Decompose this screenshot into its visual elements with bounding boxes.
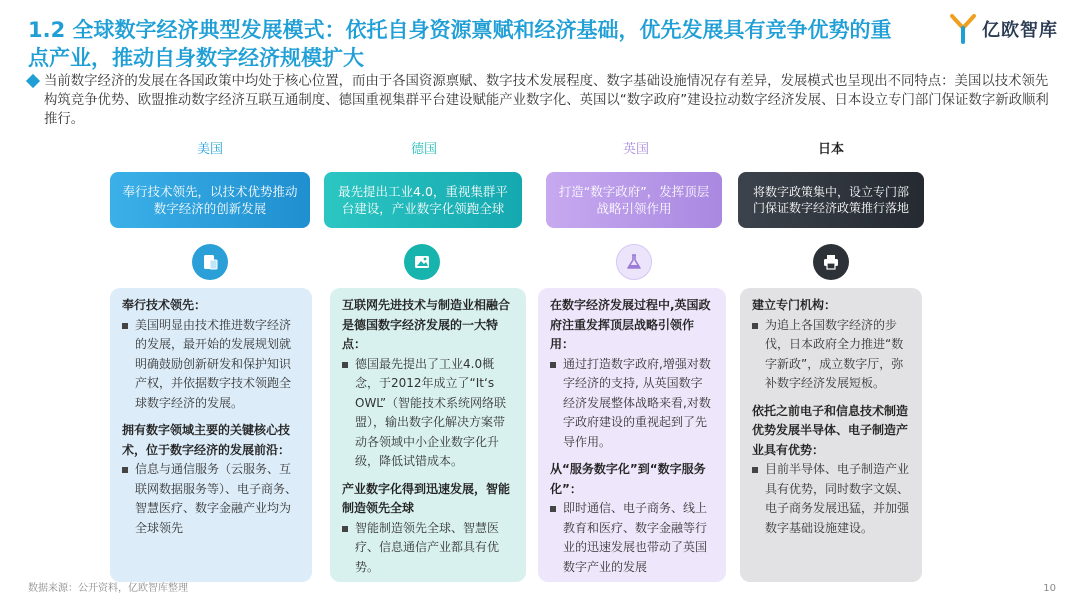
square-bullet-icon [752, 467, 758, 473]
logo [950, 14, 1058, 44]
square-bullet-icon [342, 362, 348, 368]
square-bullet-icon [550, 362, 556, 368]
summary-pill: 打造“数字政府”，发挥顶层战略引领作用 [546, 172, 722, 228]
printer-icon [813, 244, 849, 280]
list-item: 德国最先提出了工业4.0概念，于2012年成立了“It‘s OWL”（智能技术系统网络联盟），输出数字化解决方案带动各领域中小企业数字化升级，降低试错成本。 [342, 355, 514, 472]
detail-card-uk [538, 288, 726, 582]
image-icon [404, 244, 440, 280]
section-heading: 在数字经济发展过程中,英国政府注重发挥顶层战略引领作用： [550, 298, 711, 351]
page-number: 10 [1043, 583, 1056, 594]
square-bullet-icon [752, 323, 758, 329]
country-label: 英国 [622, 142, 649, 157]
section-heading: 奉行技术领先： [122, 298, 207, 312]
list-item: 信息与通信服务（云服务、互联网数据服务等）、电子商务、智慧医疗、数字金融产业均为全球领先 [122, 460, 300, 538]
yiou-logo-icon [950, 14, 976, 44]
intro-text: 当前数字经济的发展在各国政策中均处于核心位置，而由于各国资源禀赋、数字技术发展程度、数字基础设施情况存有差异，发展模式也呈现出不同特点：美国以技术领先构筑竞争优势、欧盟推动数字经济互联互通制度、德国重视集群平台建设赋能产业数字化、英国以“数字政府”建设拉动数字经济发展、日本设立专门部门保证数字新政顺利推行。 [44, 74, 1049, 127]
section-heading: 互联网先进技术与制造业相融合是德国数字经济发展的一大特点： [342, 298, 511, 351]
document-tablet-icon [192, 244, 228, 280]
section-heading: 依托之前电子和信息技术制造优势发展半导体、电子制造产业具有优势： [752, 403, 909, 457]
square-bullet-icon [122, 467, 128, 473]
list-item: 智能制造领先全球、智慧医疗、信息通信产业都具有优势。 [342, 519, 514, 578]
section-heading: 拥有数字领域主要的关键核心技术，位于数字经济的发展前沿： [122, 423, 291, 457]
section-heading: 产业数字化得到迅速发展，智能制造领先全球 [342, 481, 511, 515]
detail-card-japan [740, 288, 922, 582]
square-bullet-icon [342, 526, 348, 532]
intro-block [28, 72, 1058, 129]
section-heading: 从“服务数字化”到“数字服务化”： [550, 462, 706, 496]
summary-pill: 将数字政策集中，设立专门部门保证数字经济政策推行落地 [738, 172, 924, 228]
list-item: 目前半导体、电子制造产业具有优势，同时数字文娱、电子商务发展迅猛，并加强数字基础设施建设。 [752, 460, 910, 538]
logo-text: 亿欧智库 [982, 20, 1058, 41]
detail-card-germany [330, 288, 526, 582]
summary-pill: 最先提出工业4.0，重视集群平台建设，产业数字化领跑全球 [324, 172, 522, 228]
data-source-note: 数据来源：公开资料，亿欧智库整理 [28, 583, 188, 594]
flask-icon [616, 244, 652, 280]
list-item: 通过打造数字政府,增强对数字经济的支持, 从英国数字经济发展整体战略来看,对数字政府建设的重视起到了先导作用。 [550, 355, 714, 453]
detail-card-usa [110, 288, 312, 582]
summary-pill: 奉行技术领先，以技术优势推动数字经济的创新发展 [110, 172, 310, 228]
section-heading: 建立专门机构： [752, 298, 837, 312]
page-title: 1.2 全球数字经济典型发展模式：依托自身资源禀赋和经济基础，优先发展具有竞争优势的重点产业，推动自身数字经济规模扩大 [28, 18, 892, 70]
list-item: 即时通信、电子商务、线上教育和医疗、数字金融等行业的迅速发展也带动了英国数字产业的发展 [550, 499, 714, 577]
country-label: 日本 [817, 142, 844, 157]
list-item: 为追上各国数字经济的步伐，日本政府全力推进“数字新政”，成立数字厅，弥补数字经济发展短板。 [752, 316, 910, 394]
country-label: 德国 [410, 142, 437, 157]
square-bullet-icon [122, 323, 128, 329]
square-bullet-icon [550, 506, 556, 512]
list-item: 美国明显由技术推进数字经济的发展，最开始的发展规划就明确鼓励创新研发和保护知识产权，并依据数字技术领跑全球数字经济的发展。 [122, 316, 300, 414]
country-label: 美国 [196, 142, 223, 157]
